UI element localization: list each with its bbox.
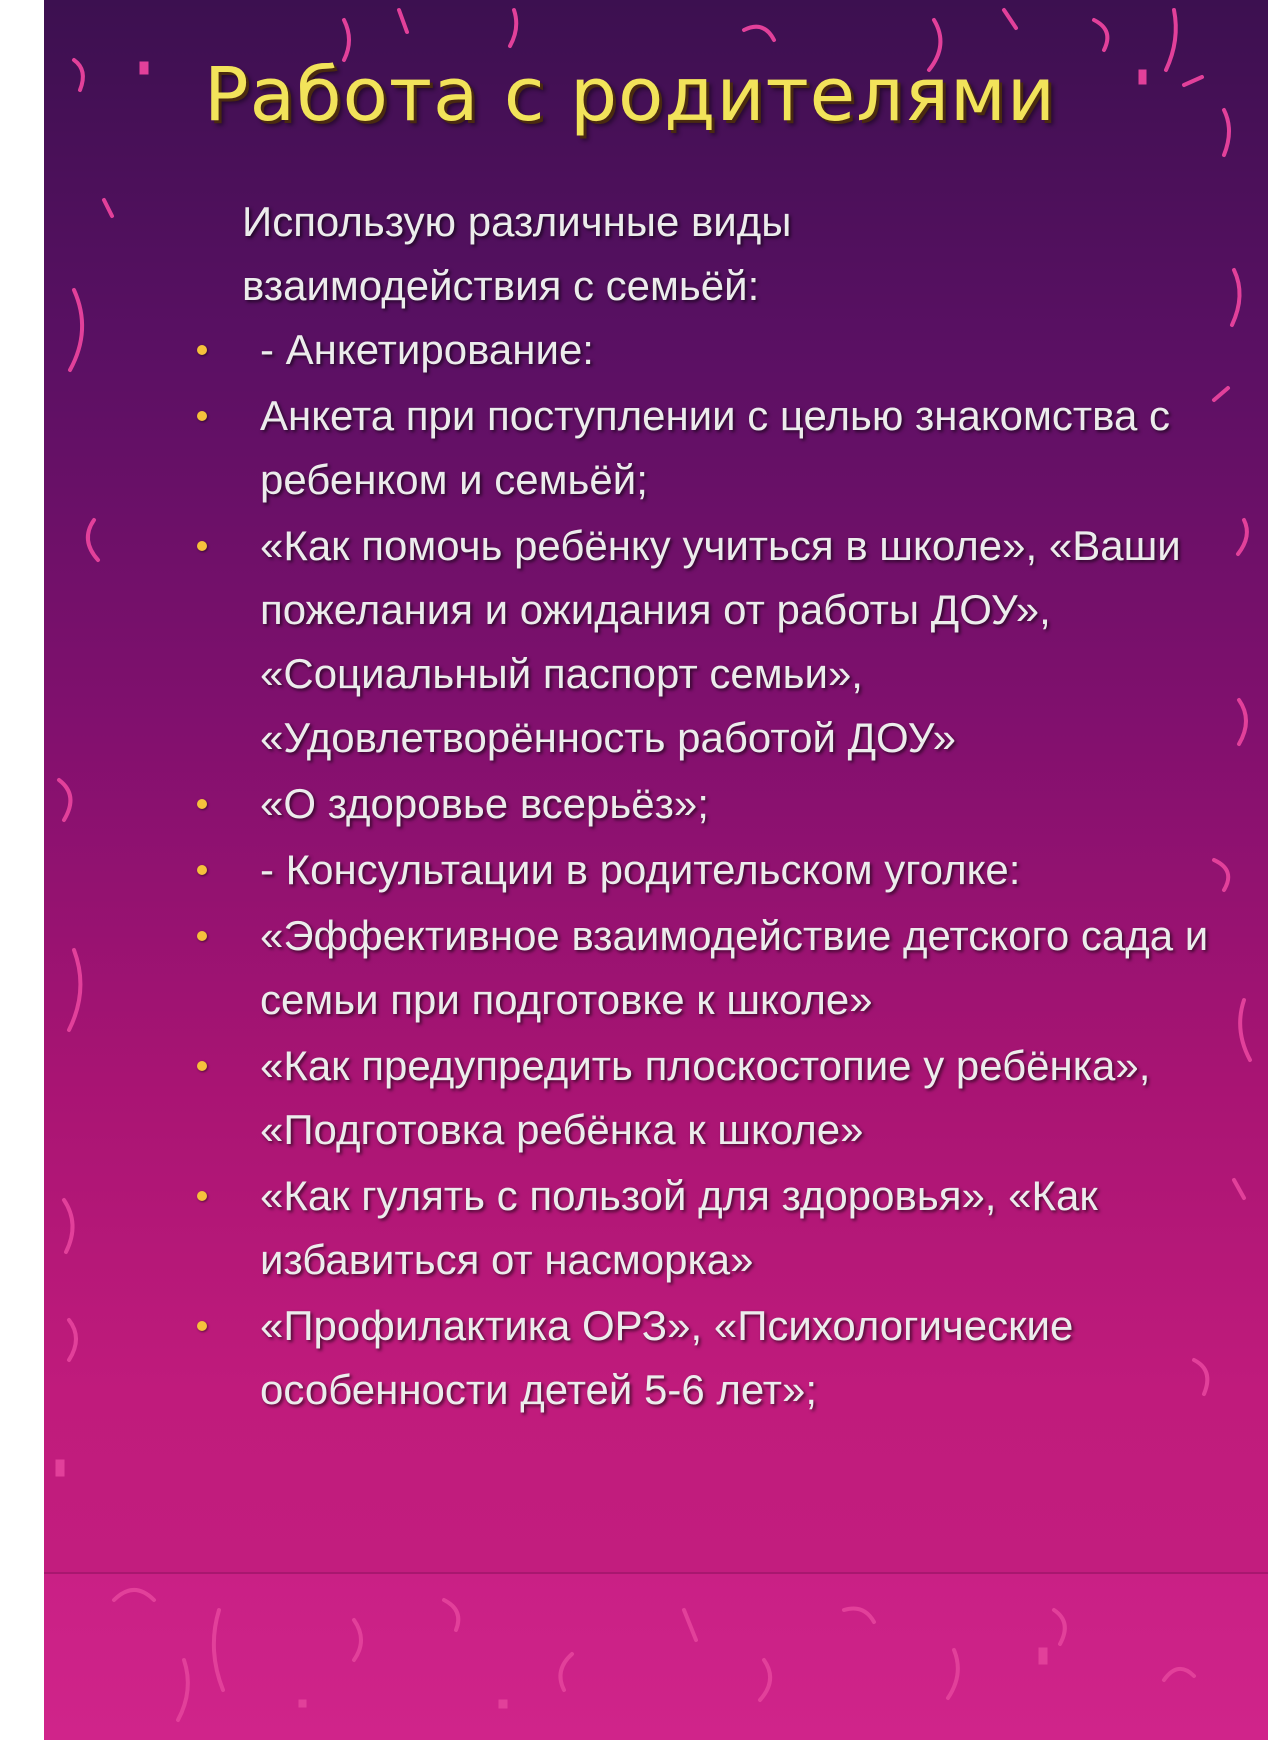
- list-item: [194, 384, 1254, 512]
- list-item-text: «Профилактика ОРЗ», «Психологические особенности детей 5-6 лет»;: [260, 1302, 1074, 1413]
- poster: [44, 0, 1268, 1740]
- list-item: [194, 1164, 1254, 1292]
- list-item: [194, 904, 1254, 1032]
- list-item: [194, 1034, 1254, 1162]
- list-item-text: «Как помочь ребёнку учиться в школе», «Ваши пожелания и ожидания от работы ДОУ», «Социальный паспорт семьи», «Удовлетворённость работой ДОУ»: [260, 522, 1181, 761]
- bullet-icon: [197, 1061, 207, 1071]
- list-item-text: «О здоровье всерьёз»;: [260, 780, 709, 827]
- bullet-icon: [197, 799, 207, 809]
- bullet-icon: [197, 345, 207, 355]
- list-item: [194, 318, 1254, 382]
- list-item-text: - Анкетирование:: [260, 326, 594, 373]
- list-item-text: «Как гулять с пользой для здоровья», «Как избавиться от насморка»: [260, 1172, 1098, 1283]
- page-title: Работа с родителями: [204, 52, 1056, 138]
- list-item-text: - Консультации в родительском уголке:: [260, 846, 1021, 893]
- list-item-text: «Как предупредить плоскостопие у ребёнка», «Подготовка ребёнка к школе»: [260, 1042, 1151, 1153]
- intro-text: Использую различные виды взаимодействия с семьёй:: [242, 198, 792, 309]
- list-item-text: Анкета при поступлении с целью знакомства с ребенком и семьёй;: [260, 392, 1171, 503]
- bullet-icon: [197, 541, 207, 551]
- bullet-icon: [197, 1321, 207, 1331]
- bullet-icon: [197, 931, 207, 941]
- list-item: [194, 514, 1254, 770]
- list-item-text: «Эффективное взаимодействие детского сада и семьи при подготовке к школе»: [260, 912, 1209, 1023]
- bullet-icon: [197, 865, 207, 875]
- bullet-icon: [197, 1191, 207, 1201]
- bullet-icon: [197, 411, 207, 421]
- list-item: [194, 772, 1254, 836]
- list-item: [194, 1294, 1254, 1422]
- bullet-list: [194, 318, 1254, 1424]
- list-item: [194, 838, 1254, 902]
